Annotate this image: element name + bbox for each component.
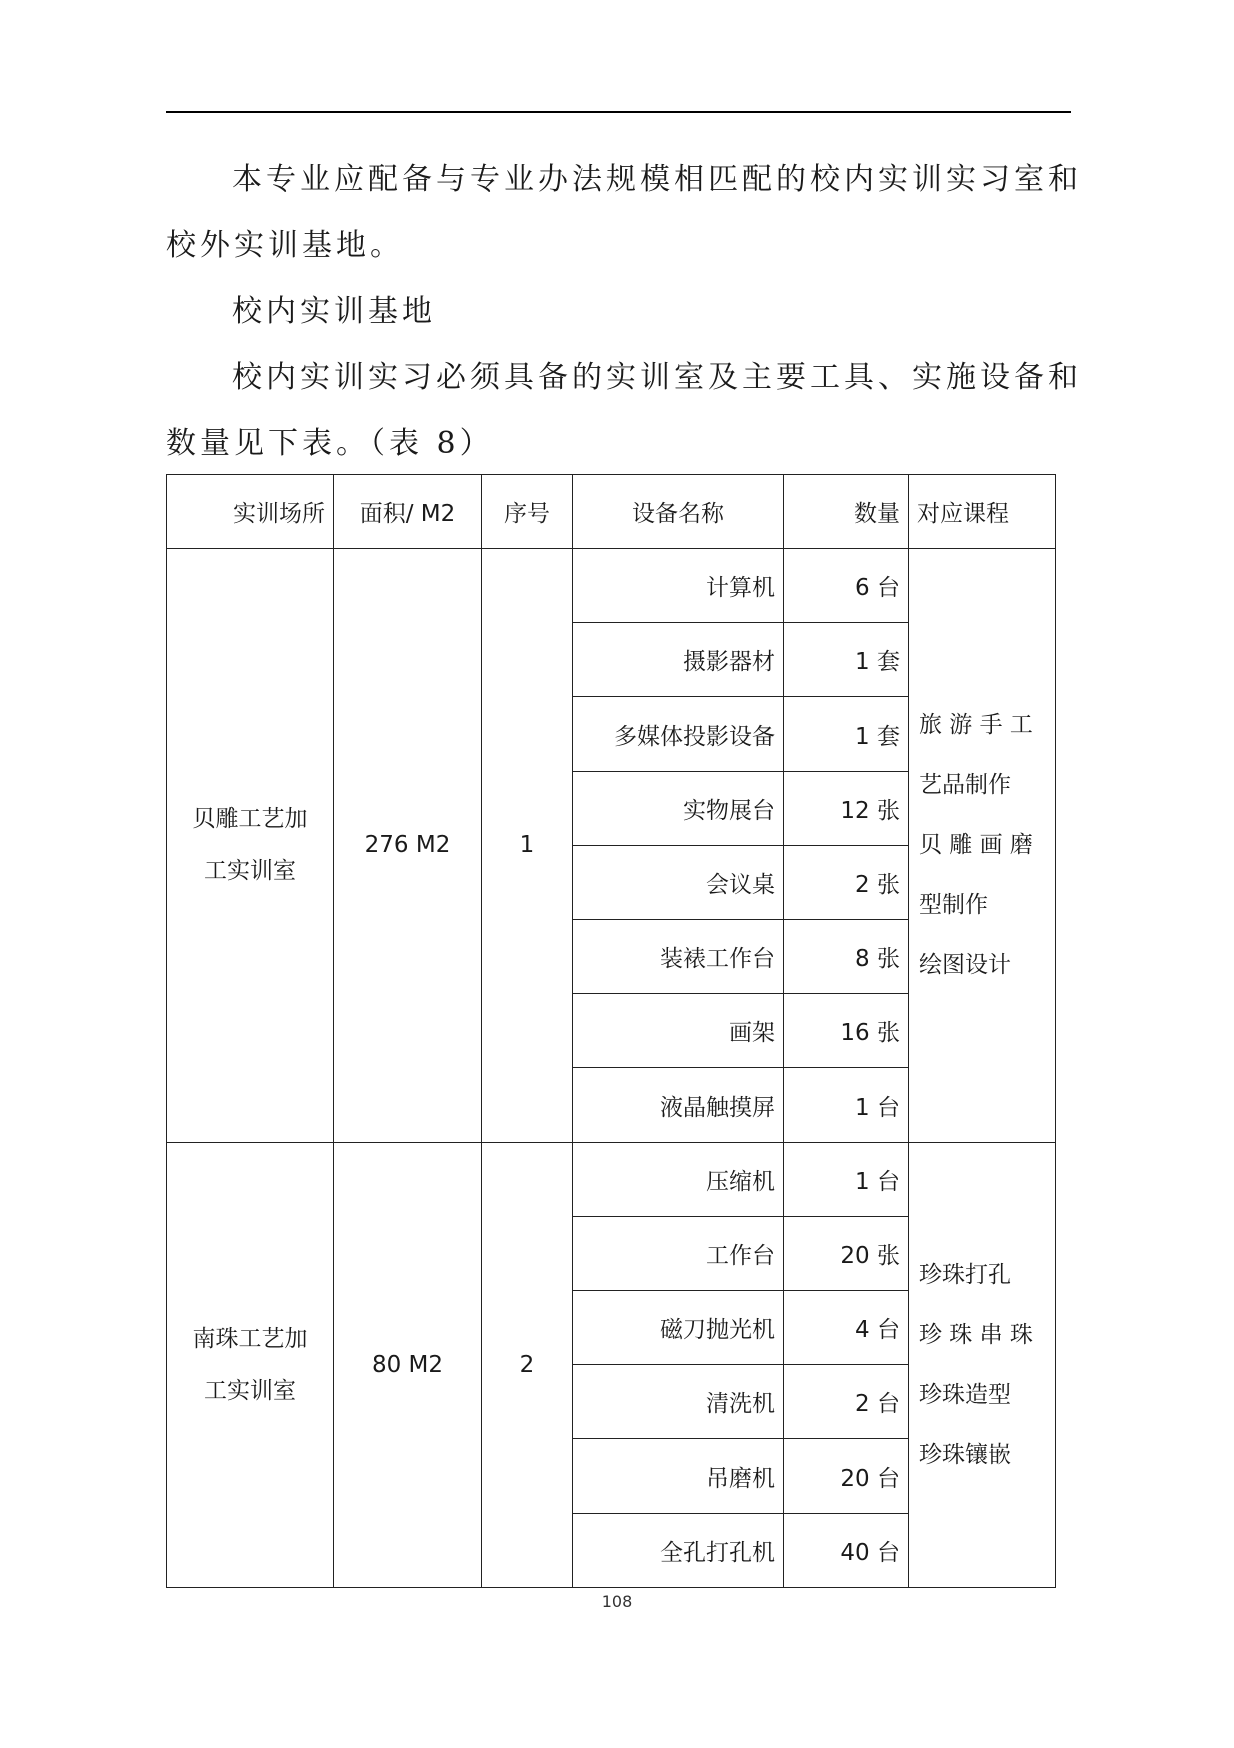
place-line: 南珠工艺加	[192, 1325, 308, 1352]
equipment-qty: 12 张	[784, 771, 909, 845]
course-line: 绘图设计	[919, 952, 1011, 979]
course-line: 旅 游 手 工	[919, 712, 1033, 739]
course-line: 贝 雕 画 磨	[919, 832, 1033, 859]
equipment-qty: 1 台	[784, 1068, 909, 1142]
header-equipment: 设备名称	[573, 475, 784, 549]
equipment-qty: 6 台	[784, 549, 909, 623]
equipment-qty: 40 台	[784, 1513, 909, 1587]
paragraph-2: 校内实训基地	[232, 294, 436, 329]
equipment-qty: 1 台	[784, 1142, 909, 1216]
equipment-qty: 1 套	[784, 697, 909, 771]
equipment-qty: 1 套	[784, 623, 909, 697]
place-line: 贝雕工艺加	[192, 806, 308, 833]
equipment-name: 吊磨机	[573, 1439, 784, 1513]
header-area: 面积/ M2	[334, 475, 482, 549]
equipment-table	[166, 474, 1056, 1588]
course-cell	[909, 1142, 1056, 1587]
equipment-name: 计算机	[573, 549, 784, 623]
table-row	[167, 549, 1056, 623]
table-row	[167, 1142, 1056, 1216]
equipment-qty: 20 台	[784, 1439, 909, 1513]
place-cell	[167, 549, 334, 1143]
equipment-name: 会议桌	[573, 845, 784, 919]
equipment-name: 摄影器材	[573, 623, 784, 697]
equipment-qty: 2 张	[784, 845, 909, 919]
equipment-name: 全孔打孔机	[573, 1513, 784, 1587]
equipment-qty: 20 张	[784, 1216, 909, 1290]
area-cell: 276 M2	[334, 549, 482, 1143]
equipment-name: 画架	[573, 994, 784, 1068]
equipment-name: 清洗机	[573, 1365, 784, 1439]
equipment-qty: 16 张	[784, 994, 909, 1068]
place-line: 工实训室	[204, 1377, 296, 1404]
header-quantity: 数量	[784, 475, 909, 549]
equipment-name: 装裱工作台	[573, 920, 784, 994]
course-line: 珍珠造型	[919, 1381, 1011, 1408]
paragraph-3-line-2: 数量见下表。（表 8）	[166, 426, 494, 461]
seq-cell: 1	[482, 549, 573, 1143]
equipment-name: 实物展台	[573, 771, 784, 845]
course-line: 珍珠打孔	[919, 1261, 1011, 1288]
paragraph-1-line-1: 本专业应配备与专业办法规模相匹配的校内实训实习室和	[232, 162, 1082, 197]
equipment-name: 磁刀抛光机	[573, 1291, 784, 1365]
paragraph-3-line-1: 校内实训实习必须具备的实训室及主要工具、实施设备和	[232, 360, 1082, 395]
equipment-name: 液晶触摸屏	[573, 1068, 784, 1142]
place-cell	[167, 1142, 334, 1587]
paragraph-1-line-2: 校外实训基地。	[166, 228, 404, 263]
course-line: 珍 珠 串 珠	[919, 1321, 1033, 1348]
equipment-qty: 8 张	[784, 920, 909, 994]
place-line: 工实训室	[204, 858, 296, 885]
equipment-name: 多媒体投影设备	[573, 697, 784, 771]
area-cell: 80 M2	[334, 1142, 482, 1587]
equipment-qty: 4 台	[784, 1291, 909, 1365]
seq-cell: 2	[482, 1142, 573, 1587]
course-line: 型制作	[919, 892, 988, 919]
course-line: 珍珠镶嵌	[919, 1441, 1011, 1468]
equipment-qty: 2 台	[784, 1365, 909, 1439]
header-seq: 序号	[482, 475, 573, 549]
header-place: 实训场所	[167, 475, 334, 549]
table-header-row	[167, 475, 1056, 549]
equipment-name: 工作台	[573, 1216, 784, 1290]
page-number: 108	[601, 1592, 633, 1611]
course-cell	[909, 549, 1056, 1143]
header-rule	[166, 111, 1071, 113]
course-line: 艺品制作	[919, 772, 1011, 799]
header-course: 对应课程	[909, 475, 1056, 549]
equipment-name: 压缩机	[573, 1142, 784, 1216]
